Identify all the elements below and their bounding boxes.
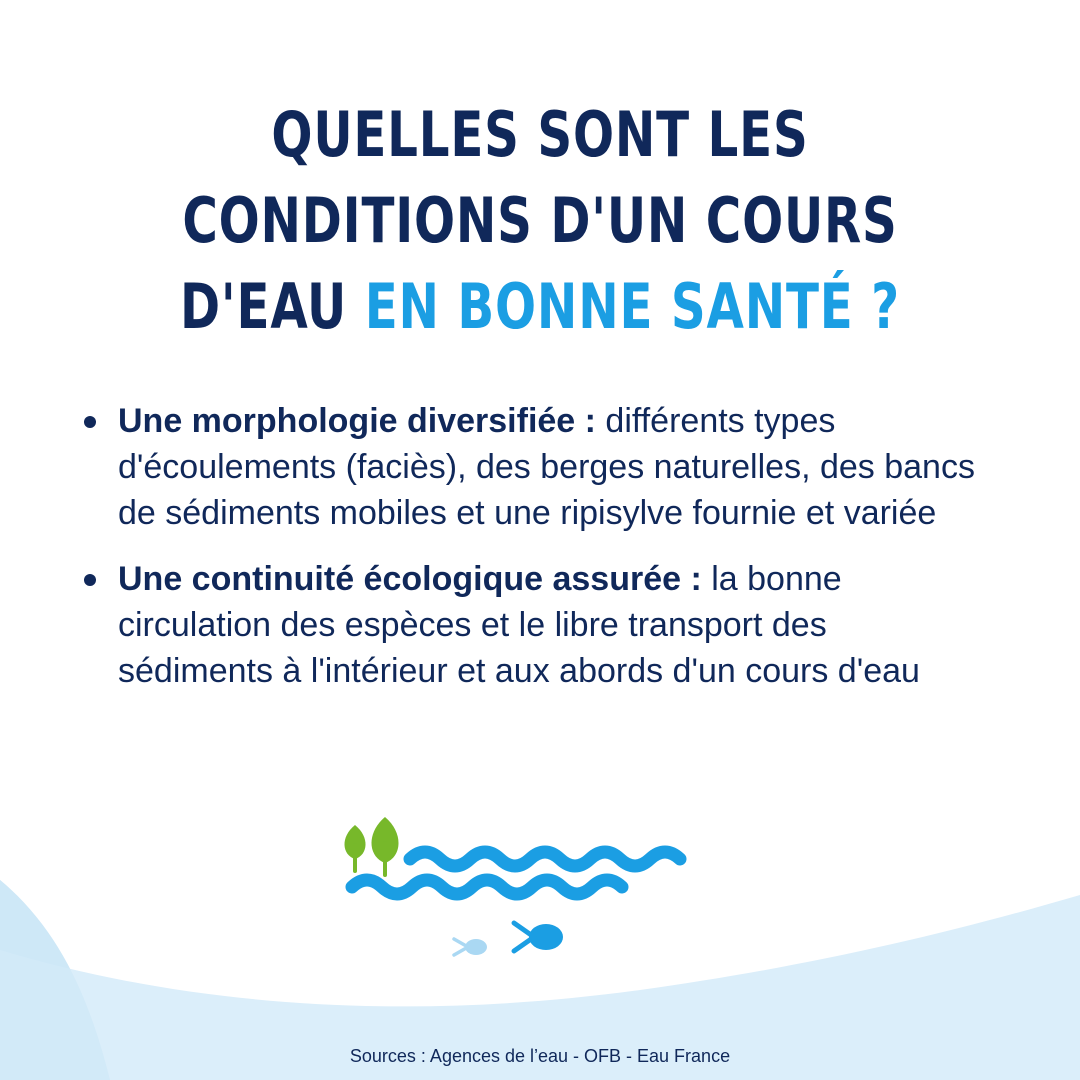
leaf-icon: [344, 825, 365, 871]
bullet-dot-icon: [84, 574, 96, 586]
fish-icon: [514, 923, 563, 951]
river-illustration: [330, 815, 710, 965]
bullet-text: différents types d'écoulements (faciès), des berges naturelles, des bancs de sédiments mobiles et une ripisylve fournie et variée: [118, 402, 975, 532]
title-line-1: QUELLES SONT LES: [271, 98, 809, 171]
bullet-lead: Une morphologie diversifiée :: [118, 402, 596, 440]
fish-icon: [454, 939, 487, 955]
wave-icon: [352, 880, 622, 894]
bullet-dot-icon: [84, 416, 96, 428]
list-item: [80, 556, 980, 694]
bullet-text: la bonne circulation des espèces et le libre transport des sédiments à l'intérieur et aux abords d'un cours d'eau: [118, 560, 920, 690]
bullet-list: [80, 398, 980, 714]
title-line-2: CONDITIONS D'UN COURS: [182, 184, 898, 257]
list-item: [80, 398, 980, 536]
title-line-3: [166, 264, 915, 350]
title-accent: EN BONNE SANTÉ ?: [364, 270, 900, 343]
wave-icon: [410, 852, 680, 866]
sources-footer: Sources : Agences de l’eau - OFB - Eau France: [349, 1046, 731, 1066]
page-title: [166, 92, 915, 350]
bullet-lead: Une continuité écologique assurée :: [118, 560, 702, 598]
title-line-3-text: D'EAU: [180, 270, 365, 343]
leaf-icon: [371, 817, 398, 875]
